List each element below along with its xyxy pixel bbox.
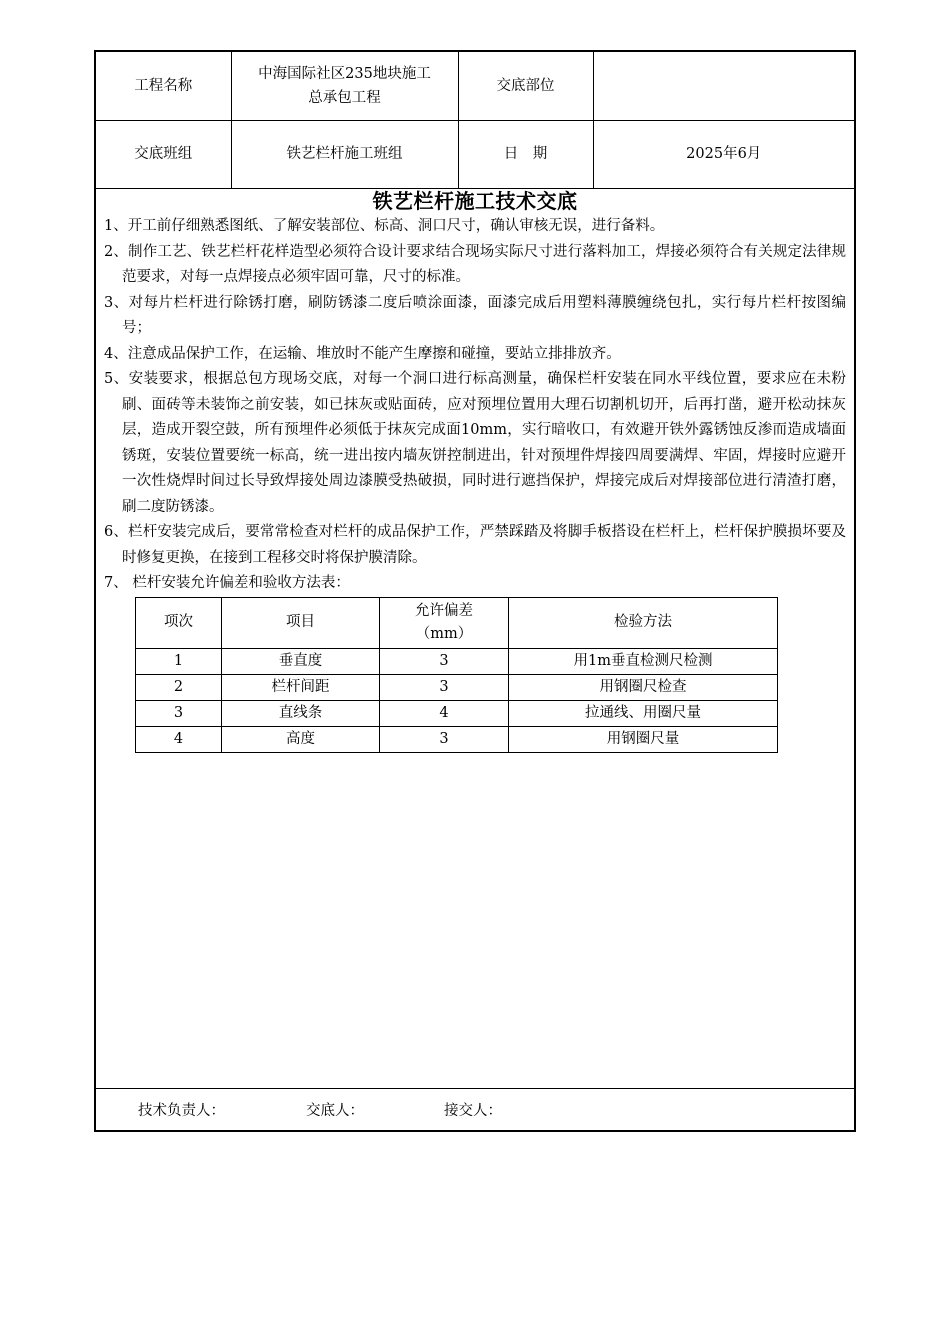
date-label: 日 期	[458, 120, 593, 188]
cell-seq: 4	[136, 726, 222, 752]
cell-tolerance: 3	[380, 648, 509, 674]
table-row	[136, 726, 778, 752]
disclosure-content	[96, 188, 854, 1088]
cell-seq: 3	[136, 700, 222, 726]
receiver-signature-label: 接交人：	[444, 1103, 502, 1119]
project-name-line2: 总承包工程	[308, 89, 381, 106]
team-value: 铁艺栏杆施工班组	[231, 120, 458, 188]
instruction-list	[96, 214, 854, 597]
col-header-method: 检验方法	[509, 597, 778, 648]
header-row-team	[96, 120, 854, 188]
discloser-signature-label: 交底人：	[306, 1103, 364, 1119]
cell-method: 用钢圈尺检查	[509, 674, 778, 700]
instruction-item: 4、注意成品保护工作，在运输、堆放时不能产生摩擦和碰撞，要站立排排放齐。	[104, 345, 621, 362]
team-label: 交底班组	[96, 120, 231, 188]
instruction-item: 2、制作工艺、铁艺栏杆花样造型必须符合设计要求结合现场实际尺寸进行落料加工，焊接必须符合有关规定法律规范要求，对每一点焊接点必须牢固可靠，尺寸的标准。	[104, 243, 846, 285]
cell-item: 直线条	[222, 700, 380, 726]
instruction-item: 7、 栏杆安装允许偏差和验收方法表：	[104, 575, 350, 591]
cell-method: 用1m垂直检测尺检测	[509, 648, 778, 674]
location-value	[593, 52, 854, 120]
instruction-item: 3、对每片栏杆进行除锈打磨，刷防锈漆二度后喷涂面漆，面漆完成后用塑料薄膜缠绕包扎，实行每片栏杆按图编号；	[104, 294, 846, 336]
col-header-tolerance-line2: （mm）	[415, 625, 473, 642]
header-table	[96, 52, 854, 189]
project-name-line1: 中海国际社区235地块施工	[258, 65, 431, 82]
table-row	[136, 700, 778, 726]
col-header-item: 项目	[222, 597, 380, 648]
disclosure-form	[94, 50, 856, 1132]
project-name-label: 工程名称	[96, 52, 231, 120]
tolerance-header-row	[136, 597, 778, 648]
cell-method: 拉通线、用圈尺量	[509, 700, 778, 726]
cell-method: 用钢圈尺量	[509, 726, 778, 752]
tolerance-table	[135, 597, 778, 753]
cell-item: 垂直度	[222, 648, 380, 674]
cell-seq: 1	[136, 648, 222, 674]
location-label: 交底部位	[458, 52, 593, 120]
project-name-value	[231, 52, 458, 120]
instruction-item: 6、栏杆安装完成后，要常常检查对栏杆的成品保护工作，严禁踩踏及将脚手板搭设在栏杆上，栏杆保护膜损坏要及时修复更换，在接到工程移交时将保护膜清除。	[104, 524, 846, 566]
col-header-seq: 项次	[136, 597, 222, 648]
header-row-project	[96, 52, 854, 120]
document-title: 铁艺栏杆施工技术交底	[372, 189, 578, 213]
cell-seq: 2	[136, 674, 222, 700]
date-value: 2025年6月	[593, 120, 854, 188]
cell-item: 栏杆间距	[222, 674, 380, 700]
instruction-item: 5、安装要求，根据总包方现场交底，对每一个洞口进行标高测量，确保栏杆安装在同水平线位置，要求应在未粉刷、面砖等未装饰之前安装，如已抹灰或贴面砖，应对预埋位置用大理石切割机切开，后再打凿，避开松动抹灰层，造成开裂空鼓，所有预埋件必须低于抹灰完成面10mm，实行暗收口，有效避开铁外露锈蚀反渗而造成墙面锈斑，安装位置要统一标高，统一进出按内墙灰饼控制进出，针对预埋件焊接四周要满焊、牢固，焊接时应避开一次性烧焊时间过长导致焊接处周边漆膜受热破损，同时进行遮挡保护，焊接完成后对焊接部位进行清渣打磨，刷二度防锈漆。	[104, 371, 846, 515]
instruction-item: 1、开工前仔细熟悉图纸、了解安装部位、标高、洞口尺寸，确认审核无误，进行备料。	[104, 218, 665, 234]
col-header-tolerance-line1: 允许偏差	[415, 602, 473, 619]
cell-tolerance: 4	[380, 700, 509, 726]
col-header-tolerance	[380, 597, 509, 648]
cell-tolerance: 3	[380, 726, 509, 752]
table-row	[136, 648, 778, 674]
signature-row	[96, 1088, 854, 1132]
cell-tolerance: 3	[380, 674, 509, 700]
table-row	[136, 674, 778, 700]
cell-item: 高度	[222, 726, 380, 752]
tech-lead-signature-label: 技术负责人：	[138, 1103, 225, 1119]
